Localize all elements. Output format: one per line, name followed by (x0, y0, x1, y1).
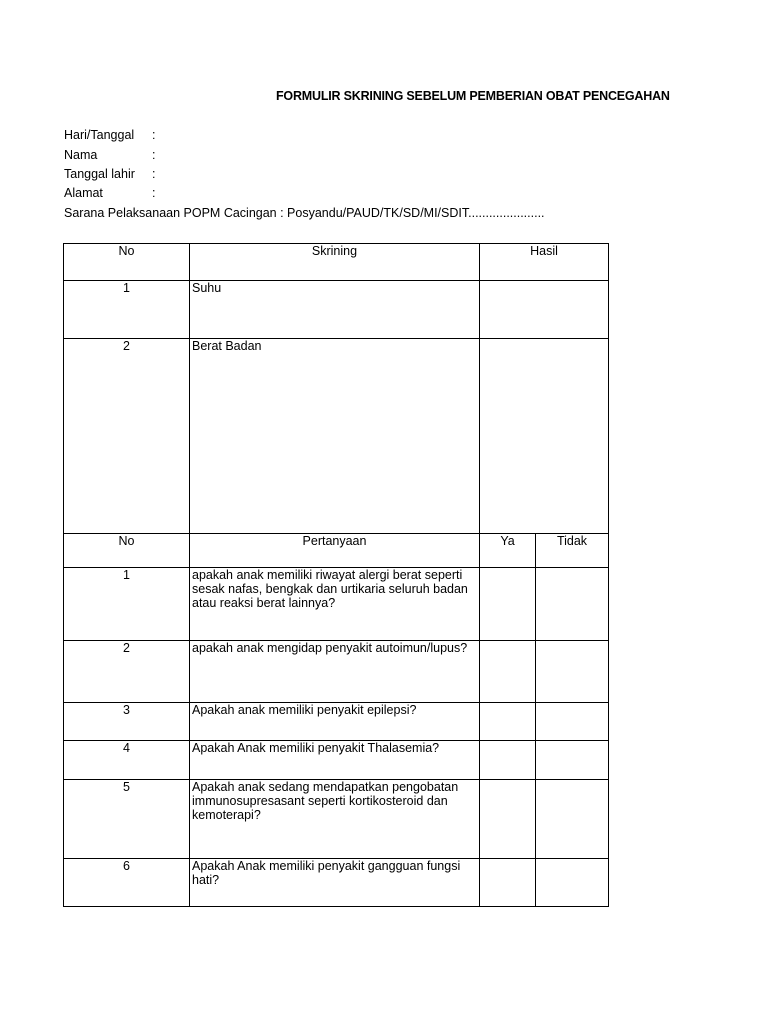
screening-header-row (64, 244, 609, 281)
tidak-checkbox-cell[interactable] (536, 641, 609, 703)
ya-checkbox-cell[interactable] (480, 641, 536, 703)
question-text: Apakah Anak memiliki penyakit gangguan fungsi hati? (190, 859, 480, 907)
row-number: 5 (64, 780, 190, 859)
header-pertanyaan: Pertanyaan (190, 534, 480, 568)
ya-checkbox-cell[interactable] (480, 741, 536, 780)
tidak-checkbox-cell[interactable] (536, 568, 609, 641)
screening-row-berat-badan (64, 339, 609, 534)
hasil-cell[interactable] (480, 281, 609, 339)
question-text: Apakah Anak memiliki penyakit Thalasemia? (190, 741, 480, 780)
header-tidak: Tidak (536, 534, 609, 568)
field-label: Tanggal lahir (64, 167, 135, 181)
row-number: 4 (64, 741, 190, 780)
header-ya: Ya (480, 534, 536, 568)
row-number: 3 (64, 703, 190, 741)
question-row (64, 741, 609, 780)
question-text: Apakah anak sedang mendapatkan pengobatan immunosupresasant seperti kortikosteroid dan kemoterapi? (190, 780, 480, 859)
tidak-checkbox-cell[interactable] (536, 780, 609, 859)
ya-checkbox-cell[interactable] (480, 859, 536, 907)
row-number: 2 (64, 339, 190, 534)
row-number: 1 (64, 281, 190, 339)
field-colon: : (152, 186, 156, 200)
tidak-checkbox-cell[interactable] (536, 741, 609, 780)
skrining-label: Suhu (190, 281, 480, 339)
row-number: 2 (64, 641, 190, 703)
tidak-checkbox-cell[interactable] (536, 859, 609, 907)
question-text: Apakah anak memiliki penyakit epilepsi? (190, 703, 480, 741)
screening-table (63, 243, 609, 534)
field-label: Hari/Tanggal (64, 128, 135, 142)
question-row (64, 859, 609, 907)
header-skrining: Skrining (190, 244, 480, 281)
question-row (64, 703, 609, 741)
row-number: 6 (64, 859, 190, 907)
question-row (64, 568, 609, 641)
tidak-checkbox-cell[interactable] (536, 703, 609, 741)
header-no: No (64, 244, 190, 281)
ya-checkbox-cell[interactable] (480, 568, 536, 641)
field-label: Nama (64, 148, 98, 162)
field-colon: : (152, 167, 156, 181)
question-header-row (64, 534, 609, 568)
sarana-pelaksanaan: Sarana Pelaksanaan POPM Cacingan : Posyandu/PAUD/TK/SD/MI/SDIT...................... (64, 206, 545, 220)
field-tanggal-lahir (64, 167, 162, 185)
header-hasil: Hasil (480, 244, 609, 281)
question-text: apakah anak memiliki riwayat alergi berat seperti sesak nafas, bengkak dan urtikaria seluruh badan atau reaksi berat lainnya? (190, 568, 480, 641)
field-label: Alamat (64, 186, 103, 200)
question-row (64, 641, 609, 703)
form-title: FORMULIR SKRINING SEBELUM PEMBERIAN OBAT PENCEGAHAN (276, 89, 670, 103)
field-colon: : (152, 148, 156, 162)
row-number: 1 (64, 568, 190, 641)
field-colon: : (152, 128, 156, 142)
field-nama (64, 148, 162, 166)
question-table (63, 533, 609, 907)
question-text: apakah anak mengidap penyakit autoimun/lupus? (190, 641, 480, 703)
ya-checkbox-cell[interactable] (480, 703, 536, 741)
ya-checkbox-cell[interactable] (480, 780, 536, 859)
question-row (64, 780, 609, 859)
field-alamat (64, 186, 162, 204)
hasil-cell[interactable] (480, 339, 609, 534)
header-no: No (64, 534, 190, 568)
field-hari-tanggal (64, 128, 162, 146)
screening-row-suhu (64, 281, 609, 339)
skrining-label: Berat Badan (190, 339, 480, 534)
